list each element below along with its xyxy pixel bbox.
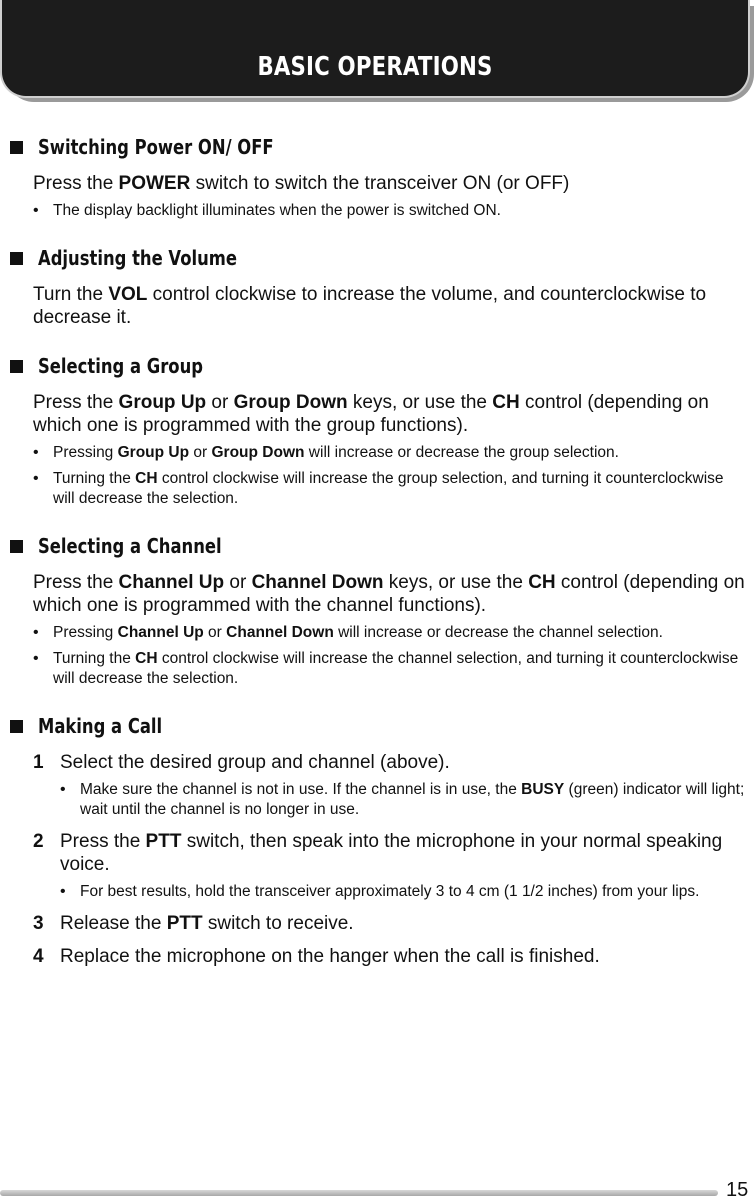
bold-term: CH (135, 470, 158, 487)
square-bullet-icon (10, 141, 23, 154)
text-run: keys, or use the (383, 572, 529, 593)
section-paragraph (33, 571, 749, 617)
square-bullet-icon (10, 540, 23, 553)
text-run: will increase or decrease the group selection. (304, 444, 619, 461)
footer-divider (0, 1190, 718, 1196)
text-run: Press the (33, 173, 119, 194)
list-item: • For best results, hold the transceiver approximately 3 to 4 cm (1 1/2 inches) from your lips. (60, 882, 749, 902)
text-run: switch to receive. (202, 913, 354, 934)
section-group (0, 351, 755, 509)
text-run: will increase or decrease the channel selection. (333, 624, 663, 641)
text-run: Turning the (53, 470, 136, 487)
list-item: • The display backlight illuminates when the power is switched ON. (33, 201, 747, 221)
bold-term: CH (492, 392, 520, 413)
text-run: Make sure the channel is not in use. If the channel is in use, the (80, 781, 522, 798)
step-number: 4 (33, 946, 44, 967)
text-run: Pressing (53, 444, 118, 461)
text-run: switch, then speak into the microphone in your normal speaking voice. (60, 831, 723, 875)
section-title: Selecting a Group (38, 354, 203, 378)
bold-term: Channel Down (251, 572, 384, 593)
square-bullet-icon (10, 360, 23, 373)
step-item (33, 912, 749, 935)
text-run: control (depending on which one is programmed with the group functions). (33, 392, 709, 436)
section-paragraph (33, 391, 749, 437)
text-run: Turning the (53, 650, 136, 667)
list-item (33, 649, 747, 689)
text-run: or (203, 624, 227, 641)
bullet-list (60, 882, 749, 902)
text-run: Press the (60, 831, 146, 852)
section-power (0, 132, 755, 221)
step-item (33, 945, 749, 968)
step-number: 2 (33, 831, 44, 852)
section-title: Selecting a Channel (38, 534, 222, 558)
text-run: keys, or use the (347, 392, 493, 413)
section-heading (10, 243, 755, 273)
text-run: or (224, 572, 252, 593)
step-item (33, 830, 749, 902)
page-content (0, 132, 755, 968)
section-paragraph (33, 172, 749, 195)
list-item (33, 443, 747, 463)
text-run: Turn the (33, 284, 109, 305)
text-run: Pressing (53, 624, 118, 641)
step-item (33, 751, 749, 820)
list-item (33, 469, 747, 509)
page-title: BASIC OPERATIONS (257, 52, 493, 82)
text-run: control clockwise to increase the volume, and counterclockwise to decrease it. (33, 284, 707, 328)
bold-term: Channel Up (118, 572, 225, 593)
text-run: (green) indicator will light; wait until the channel is no longer in use. (80, 781, 745, 818)
text-run: Release the (60, 913, 167, 934)
section-channel (0, 531, 755, 689)
bullet-list (33, 201, 747, 221)
bold-term: CH (528, 572, 556, 593)
text-run: control clockwise will increase the group selection, and turning it counterclockwise will decrease the selection. (53, 470, 724, 507)
page-number: 15 (726, 1179, 749, 1201)
section-heading (10, 351, 755, 381)
step-number: 3 (33, 913, 44, 934)
text-run: Replace the microphone on the hanger when the call is finished. (60, 946, 600, 967)
list-item (60, 780, 749, 820)
bold-term: Group Down (211, 444, 305, 461)
section-volume (0, 243, 755, 329)
text-run: Press the (33, 392, 119, 413)
bold-term: POWER (118, 173, 191, 194)
section-title: Switching Power ON/ OFF (38, 135, 274, 159)
bullet-list (33, 623, 747, 689)
section-making-call (0, 711, 755, 968)
section-title: Adjusting the Volume (38, 246, 238, 270)
text-run: control clockwise will increase the channel selection, and turning it counterclockwise will decrease the selection. (53, 650, 739, 687)
bold-term: CH (135, 650, 158, 667)
bold-term: PTT (166, 913, 203, 934)
bold-term: VOL (108, 284, 148, 305)
bold-term: PTT (145, 831, 182, 852)
text-run: or (189, 444, 212, 461)
section-title: Making a Call (38, 714, 163, 738)
bullet-list (60, 780, 749, 820)
section-heading (10, 132, 755, 162)
bold-term: Group Down (233, 392, 348, 413)
bold-term: Channel Up (117, 624, 204, 641)
bold-term: Group Up (118, 392, 207, 413)
text-run: control (depending on which one is programmed with the channel functions). (33, 572, 745, 616)
text-run: Press the (33, 572, 119, 593)
text-run: switch to switch the transceiver ON (or OFF) (190, 173, 570, 194)
square-bullet-icon (10, 252, 23, 265)
bullet-list (33, 443, 747, 509)
text-run: Select the desired group and channel (above). (60, 752, 450, 773)
bold-term: BUSY (521, 781, 565, 798)
bold-term: Group Up (117, 444, 190, 461)
step-number: 1 (33, 752, 44, 773)
section-heading (10, 531, 755, 561)
section-paragraph (33, 283, 749, 329)
header-banner (0, 0, 750, 98)
text-run: or (206, 392, 234, 413)
bold-term: Channel Down (226, 624, 334, 641)
square-bullet-icon (10, 720, 23, 733)
section-heading (10, 711, 755, 741)
list-item (33, 623, 747, 643)
